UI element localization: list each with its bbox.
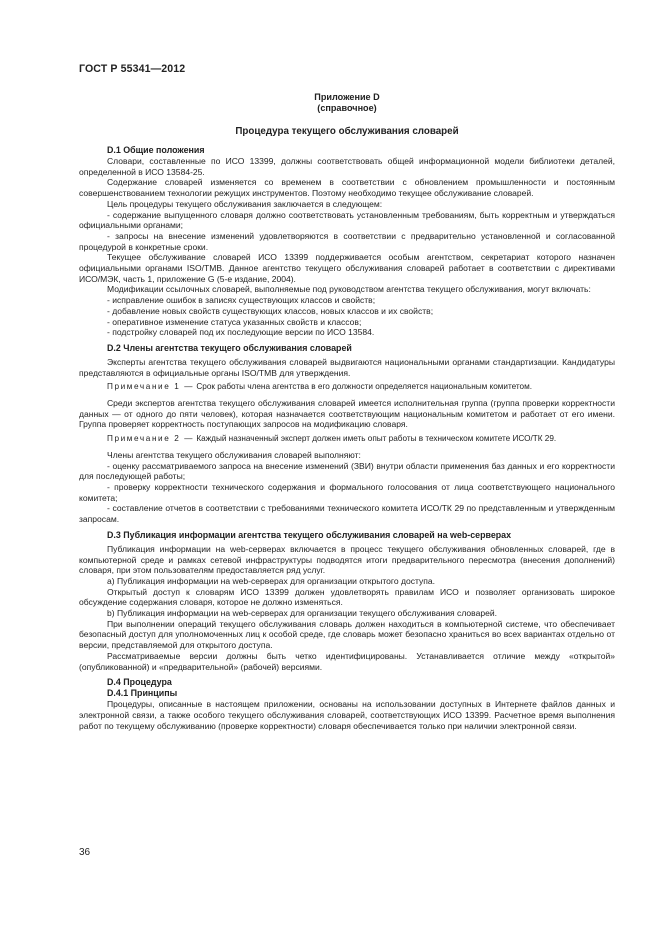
standard-header: ГОСТ Р 55341—2012 [79,63,186,75]
section-heading-d4: D.4 Процедура [107,677,172,688]
paragraph: Среди экспертов агентства текущего обслуживания словарей имеется исполнительная группа (группа проверки корректности данных — от одного до пяти человек), которая назначается соответствующим национальным комитетом и работает от его имени. Группа проверяет корректность поступающих запросов на модификацию словаря. [79,398,615,430]
note-2 [79,434,615,445]
section-heading-d2: D.2 Члены агентства текущего обслуживания словарей [107,342,352,353]
list-item: - составление отчетов в соответствии с требованиями технического комитета ИСО/ТК 29 по представленным и утвержденным запросам. [79,503,615,525]
list-item: - подстройку словарей под их последующие версии по ИСО 13584. [107,327,375,338]
paragraph: Словари, составленные по ИСО 13399, должны соответствовать общей информационной модели библиотеки деталей, определенной в ИСО 13584-25. [79,156,615,177]
list-item: - оценку рассматриваемого запроса на внесение изменений (ЗВИ) внутри области применения баз данных и его корректности для последующей работы; [79,460,615,482]
list-item-b: b) Публикация информации на web-серверах для организации текущего обслуживания словарей. [107,608,498,619]
paragraph: Эксперты агентства текущего обслуживания словарей выдвигаются национальными органами стандартизации. Кандидатуры представляются в официальные органы ISO/TMB для утверждения. [79,356,615,378]
section-heading-d1: D.1 Общие положения [107,145,205,155]
list-item: - содержание выпущенного словаря должно соответствовать установленным требованиям, быть корректным и утверждаться официальными органами; [79,209,615,231]
annex-body [79,145,615,731]
annex-label: Приложение D [314,92,380,102]
paragraph: Открытый доступ к словарям ИСО 13399 должен удовлетворять правилам ИСО и позволяет организовать широкое обсуждение содержания словаря, которое не должно изменяться. [79,586,615,608]
list-item: - оперативное изменение статуса указанных свойств и классов; [107,316,362,327]
list-item: - запросы на внесение изменений удовлетворяются в соответствии с предварительно установленной и согласованной процедурой в конкретные сроки. [79,230,615,252]
subsection-heading-d4-1: D.4.1 Принципы [107,688,178,699]
list-item: - проверку корректности технического содержания и формального голосования от лица соответствующего национального комитета; [79,481,615,503]
paragraph: Цель процедуры текущего обслуживания заключается в следующем: [107,198,383,209]
page-number: 36 [79,847,91,858]
paragraph: Публикация информации на web-серверах включается в процесс текущего обслуживания обновленных словарей, где в компьютерной среде и рамках сетевой инфраструктуры подводятся итоги предварительного пересмотра (внесения дополнений) словаря, при этом пользователям предоставляется ряд услуг. [79,543,615,576]
paragraph: Рассматриваемые версии должны быть четко идентифицированы. Устанавливается отличие между «открытой» (опубликованной) и «предварительной» (рабочей) версиями. [79,650,615,672]
paragraph: Текущее обслуживание словарей ИСО 13399 поддерживается особым агентством, секретариат которого назначен официальными органами ISO/TMB. Данное агентство текущего обслуживания словарей работает в соответствии с директивами ИСО/МЭК, часть 1, приложение G (5-е издание, 2004). [79,252,615,284]
note-text: Каждый назначенный эксперт должен иметь опыт работы в техническом комитете ИСО/ТК 29. [194,434,557,444]
paragraph: Процедуры, описанные в настоящем приложении, основаны на использовании доступных в Интернете файлов данных и электронной связи, а также особого текущего обслуживания словарей, соответствующих ИСО 13399. Расчетное время выполнения работ по текущему обслуживанию (проверке корректности) словаря обеспечивается только при наличии электронной связи. [79,699,615,731]
paragraph: Члены агентства текущего обслуживания словарей выполняют: [107,449,361,460]
note-label: Примечание 2 — [107,434,195,444]
note-text: Срок работы члена агентства в его должности определяется национальным комитетом. [194,382,533,392]
section-heading-d3: D.3 Публикация информации агентства текущего обслуживания словарей на web-серверах [107,529,512,540]
annex-title: Процедура текущего обслуживания словарей [235,126,459,137]
note-1 [79,382,615,393]
paragraph: Содержание словарей изменяется со временем в соответствии с обновлением промышленности и постоянным совершенствованием технологии режущих инструментов. Поэтому необходимо текущее обслуживание словарей. [79,177,615,199]
list-item-a: a) Публикация информации на web-серверах для организации открытого доступа. [107,575,436,586]
paragraph: Модификации ссылочных словарей, выполняемые под руководством агентства текущего обслуживания, могут включать: [107,284,591,295]
list-item: - исправление ошибок в записях существующих классов и свойств; [107,295,376,306]
annex-type: (справочное) [317,103,377,113]
list-item: - добавление новых свойств существующих классов, новых классов и их свойств; [107,305,434,316]
paragraph: При выполнении операций текущего обслуживания словарь должен находиться в компьютерной системе, что обеспечивает безопасный доступ для уполномоченных лиц к особой среде, где словарь может безопасно храниться во всех вариантах отдельно от версии, представляемой для открытого доступа. [79,618,615,651]
note-label: Примечание 1 — [107,382,195,392]
